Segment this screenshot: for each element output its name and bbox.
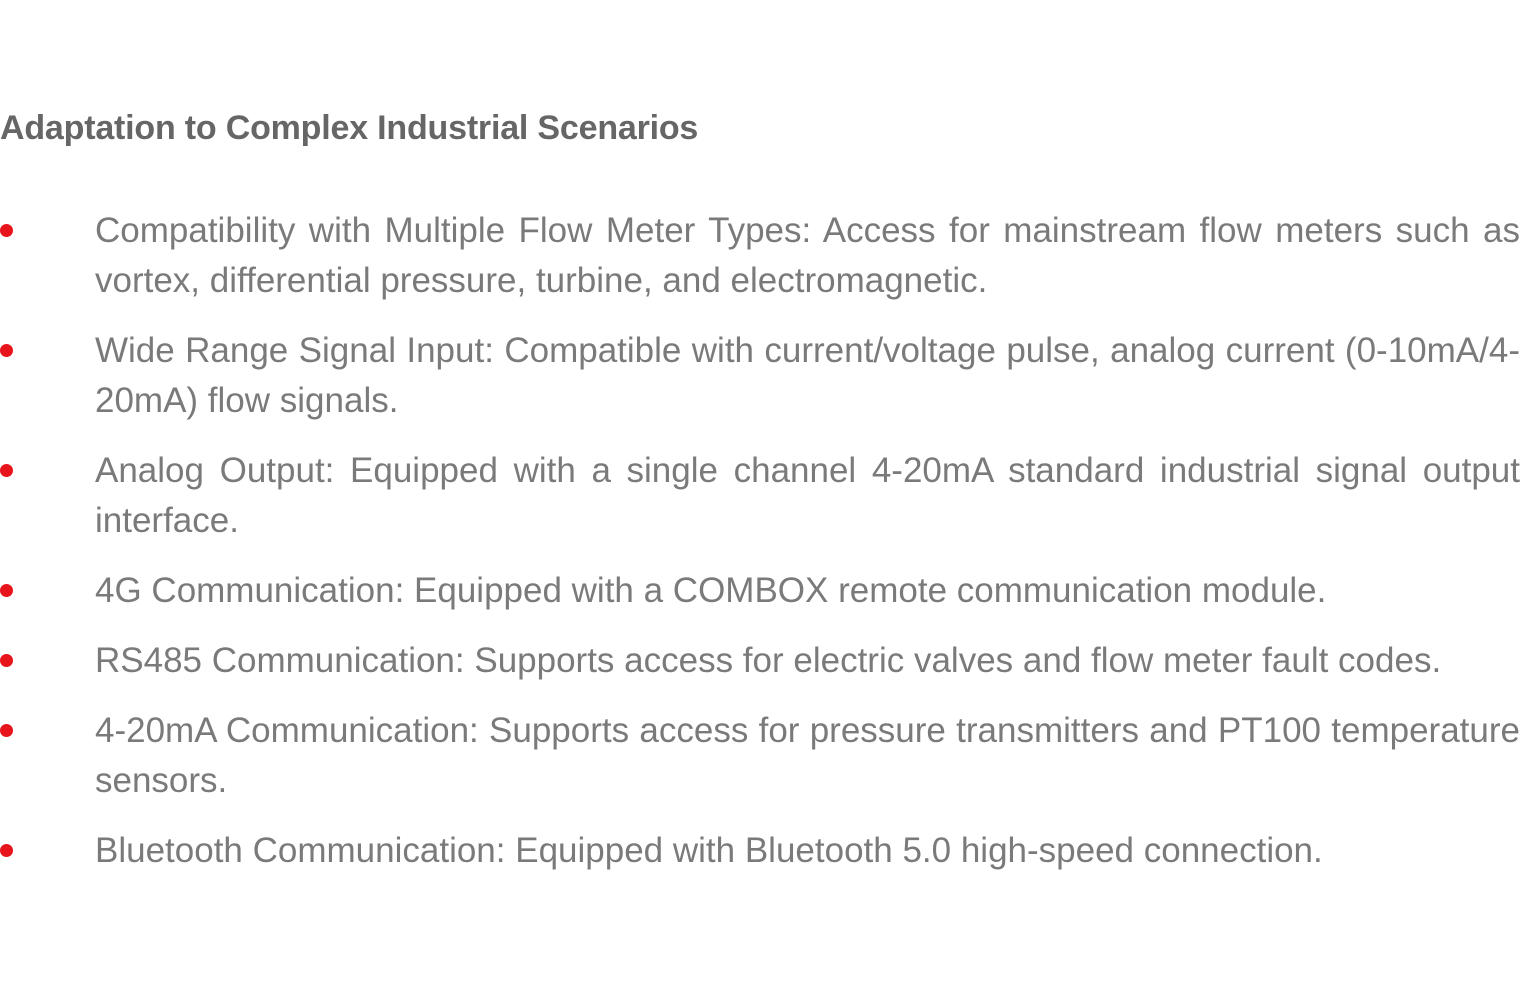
list-item <box>0 566 1520 616</box>
list-item <box>0 326 1520 426</box>
list-item <box>0 446 1520 546</box>
bullet-dot-icon <box>0 844 13 857</box>
bullet-dot-icon <box>0 654 13 667</box>
list-item-text: Analog Output: Equipped with a single channel 4-20mA standard industrial signal output interface. <box>95 451 1520 540</box>
bullet-dot-icon <box>0 224 13 237</box>
section-title: Adaptation to Complex Industrial Scenarios <box>0 109 699 147</box>
bullet-dot-icon <box>0 344 13 357</box>
list-item <box>0 206 1520 306</box>
list-item-text: Wide Range Signal Input: Compatible with current/voltage pulse, analog current (0-10mA/4-20mA) flow signals. <box>95 331 1520 420</box>
bullet-dot-icon <box>0 724 13 737</box>
list-item-text: Compatibility with Multiple Flow Meter Types: Access for mainstream flow meters such as vortex, differential pressure, turbine, and electromagnetic. <box>95 211 1520 300</box>
list-item-text: Bluetooth Communication: Equipped with Bluetooth 5.0 high-speed connection. <box>95 831 1323 870</box>
bullet-dot-icon <box>0 584 13 597</box>
list-item-text: 4G Communication: Equipped with a COMBOX remote communication module. <box>95 571 1327 610</box>
list-item-text: 4-20mA Communication: Supports access for pressure transmitters and PT100 temperature sensors. <box>95 711 1520 800</box>
list-item <box>0 706 1520 806</box>
list-item-text: RS485 Communication: Supports access for electric valves and flow meter fault codes. <box>95 641 1442 680</box>
feature-list <box>0 206 1520 896</box>
list-item <box>0 826 1520 876</box>
bullet-dot-icon <box>0 464 13 477</box>
list-item <box>0 636 1520 686</box>
